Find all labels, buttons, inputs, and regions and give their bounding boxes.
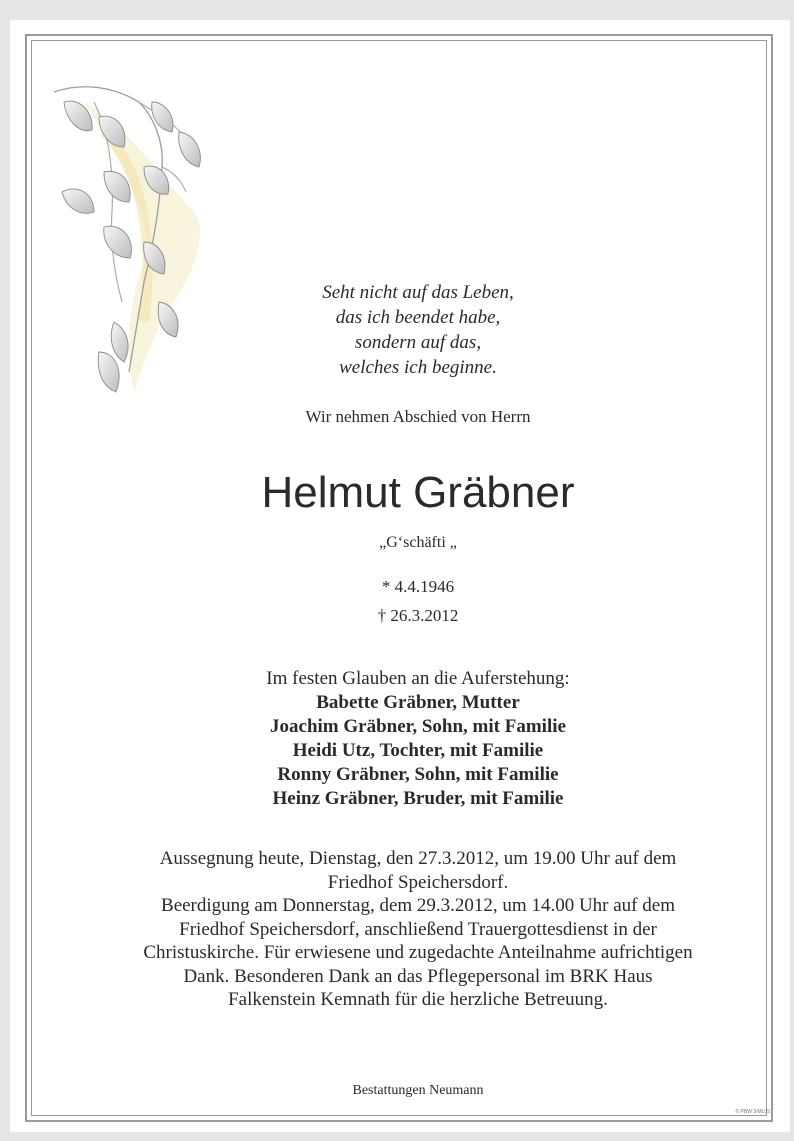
motto-line: welches ich beginne. xyxy=(339,357,497,378)
deceased-name: Helmut Gräbner xyxy=(261,468,575,517)
mourners-block xyxy=(170,667,666,811)
mourner-name: Heidi Utz, Tochter, mit Familie xyxy=(292,740,544,761)
mourner-name: Ronny Gräbner, Sohn, mit Familie xyxy=(277,764,559,785)
motto-line: das ich beendet habe, xyxy=(335,307,501,328)
notice-line: Friedhof Speichersdorf, anschließend Trauergottesdienst in der xyxy=(179,918,657,940)
mourners-heading: Im festen Glauben an die Auferstehung: xyxy=(266,668,570,689)
funeral-home: Bestattungen Neumann xyxy=(352,1083,484,1098)
notice-line: Beerdigung am Donnerstag, dem 29.3.2012, um 14.00 Uhr auf dem xyxy=(161,895,675,916)
notice-line: Christuskirche. Für erwiesene und zugedachte Anteilnahme aufrichtigen xyxy=(143,942,693,963)
notice-line: Friedhof Speichersdorf. xyxy=(327,871,509,893)
death-date: † 26.3.2012 xyxy=(377,606,459,625)
notice-line: Dank. Besonderen Dank an das Pflegepersonal im BRK Haus xyxy=(183,965,653,987)
mourner-name: Heinz Gräbner, Bruder, mit Familie xyxy=(272,788,564,809)
funeral-notice xyxy=(80,847,756,1012)
motto-line: Seht nicht auf das Leben, xyxy=(322,282,514,303)
notice-line: Falkenstein Kemnath für die herzliche Betreuung. xyxy=(228,989,608,1010)
notice-line: Aussegnung heute, Dienstag, den 27.3.2012, um 19.00 Uhr auf dem xyxy=(159,848,677,869)
motto-line: sondern auf das, xyxy=(354,332,482,353)
motto-verse xyxy=(170,280,666,380)
mourner-name: Babette Gräbner, Mutter xyxy=(316,692,520,713)
birth-date: * 4.4.1946 xyxy=(381,577,455,596)
mourner-name: Joachim Gräbner, Sohn, mit Familie xyxy=(270,716,566,737)
deceased-nickname: „G‘schäfti „ xyxy=(379,534,457,551)
layout-code: © PBW 3/ML05 xyxy=(735,1109,770,1115)
obituary-page xyxy=(10,20,790,1132)
farewell-intro: Wir nehmen Abschied von Herrn xyxy=(305,407,531,426)
